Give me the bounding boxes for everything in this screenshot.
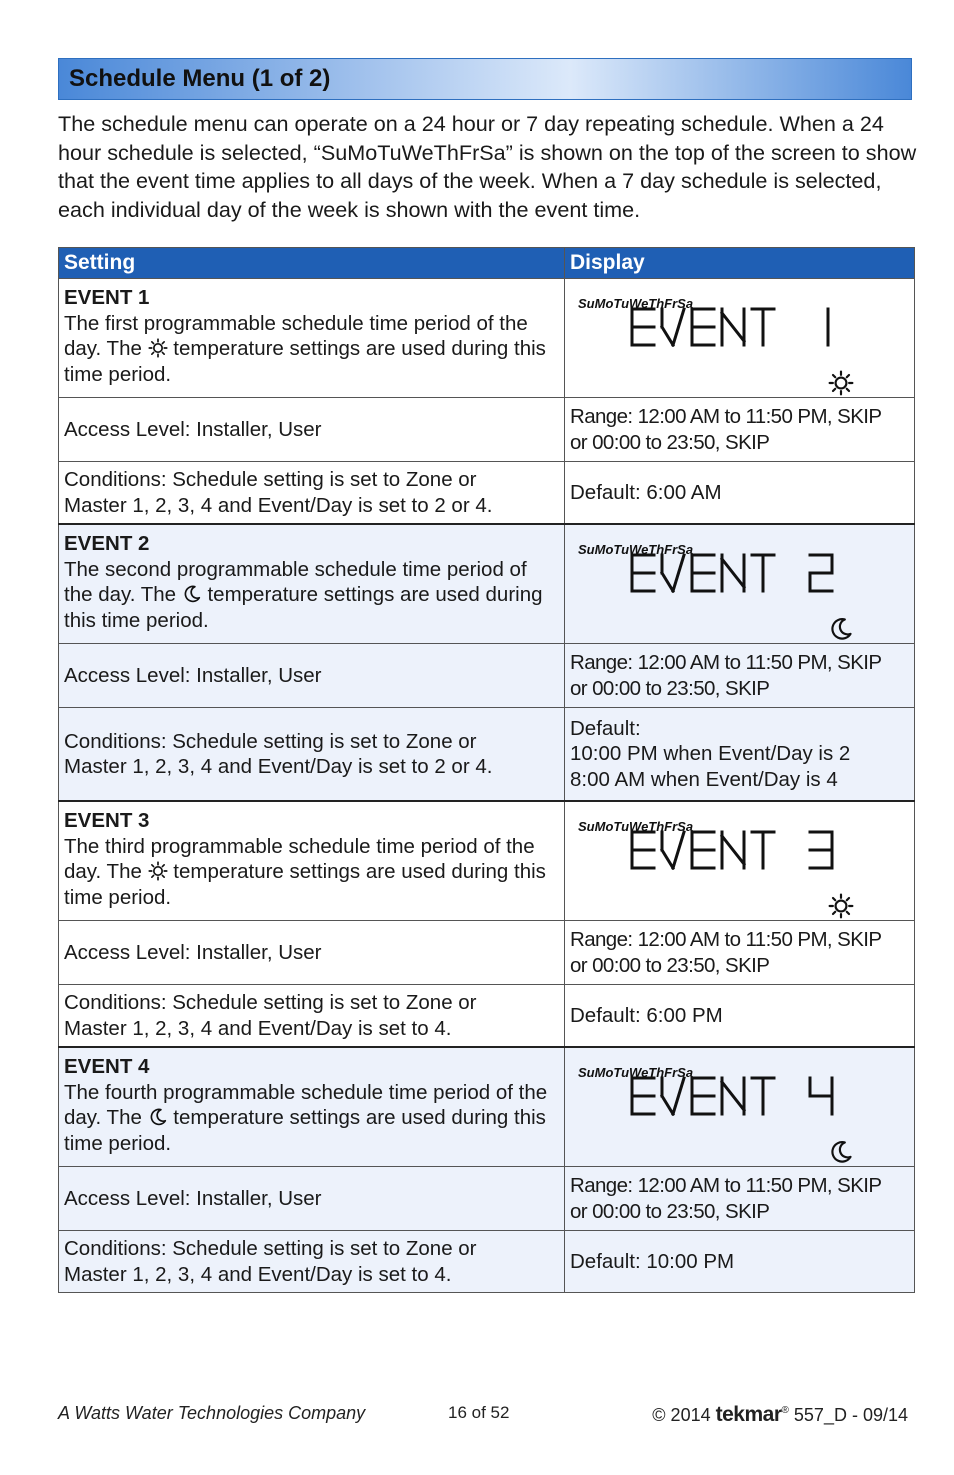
event-setting-cell — [59, 279, 565, 398]
header-display: Display — [565, 248, 915, 279]
lcd-days-label: SuMoTuWeThFrSa — [578, 819, 694, 834]
range-line-1: Range: 12:00 AM to 11:50 PM, SKIP — [570, 1174, 882, 1197]
intro-paragraph: The schedule menu can operate on a 24 hour or 7 day repeating schedule. When a 24 hour schedule is selected, “SuMoTuWeThFrSa” is shown on the top of the screen to show that the event time applies to all days of the week. When a 7 day schedule is selected, each individual day of the week is shown with the event time. — [58, 111, 917, 222]
conditions-cell — [59, 1231, 565, 1293]
default-cell — [565, 708, 915, 802]
event-setting-cell — [59, 1047, 565, 1167]
brand-logo: tekmar — [715, 1403, 782, 1426]
range-line-1: Range: 12:00 AM to 11:50 PM, SKIP — [570, 928, 882, 951]
range-cell — [565, 921, 915, 985]
range-line-2: or 00:00 to 23:50, SKIP — [570, 676, 770, 700]
event-setting-cell — [59, 801, 565, 921]
event-description-pre: The fourth programmable schedule time period of the day. The — [64, 1080, 548, 1129]
access-row — [59, 921, 915, 985]
access-level-cell: Access Level: Installer, User — [59, 644, 565, 708]
event-row — [59, 1047, 915, 1167]
event-title: EVENT 2 — [64, 532, 150, 555]
event-row — [59, 279, 915, 398]
section-banner — [58, 58, 912, 100]
footer-copyright — [652, 1403, 908, 1427]
footer-page-number: 16 of 52 — [448, 1403, 510, 1422]
default-cell — [565, 462, 915, 525]
conditions-cell — [59, 985, 565, 1048]
moon-icon — [148, 1107, 168, 1127]
conditions-line-1: Conditions: Schedule setting is set to Zone or — [64, 729, 477, 753]
conditions-line-2: Master 1, 2, 3, 4 and Event/Day is set to 2 or 4. — [64, 493, 493, 517]
event-row — [59, 801, 915, 921]
range-line-1: Range: 12:00 AM to 11:50 PM, SKIP — [570, 651, 882, 674]
conditions-row — [59, 708, 915, 802]
event-description-pre: The second programmable schedule time period of the day. The — [64, 557, 527, 606]
default-line-2: 10:00 PM when Event/Day is 2 — [570, 742, 851, 766]
lcd-sun-icon — [768, 348, 794, 374]
default-line-1: Default: 10:00 PM — [570, 1249, 735, 1273]
event-display-cell — [565, 801, 915, 921]
event-description-post: temperature settings are used during this time period. — [64, 583, 543, 632]
sun-icon — [148, 338, 168, 358]
event-description-post: temperature settings are used during this time period. — [64, 337, 546, 386]
page-title: Schedule Menu (1 of 2) — [69, 65, 331, 92]
event-title: EVENT 1 — [64, 286, 150, 309]
footer-company: A Watts Water Technologies Company — [58, 1403, 366, 1423]
moon-icon — [182, 584, 202, 604]
event-display-cell — [565, 524, 915, 644]
lcd-display — [570, 1054, 909, 1154]
event-description-post: temperature settings are used during this time period. — [64, 1106, 546, 1155]
range-cell — [565, 398, 915, 462]
lcd-display — [570, 808, 909, 908]
conditions-line-2: Master 1, 2, 3, 4 and Event/Day is set to 4. — [64, 1016, 452, 1040]
conditions-row — [59, 1231, 915, 1293]
header-setting: Setting — [59, 248, 565, 279]
default-line-1: Default: 6:00 AM — [570, 480, 722, 504]
range-line-2: or 00:00 to 23:50, SKIP — [570, 1199, 770, 1223]
doc-number: 557_D - 09/14 — [793, 1405, 908, 1425]
lcd-sun-icon — [768, 871, 794, 897]
access-level-cell: Access Level: Installer, User — [59, 1167, 565, 1231]
default-line-1: Default: — [570, 716, 641, 740]
range-line-2: or 00:00 to 23:50, SKIP — [570, 430, 770, 454]
lcd-days-label: SuMoTuWeThFrSa — [578, 542, 694, 557]
default-cell — [565, 1231, 915, 1293]
event-description-pre: The first programmable schedule time period of the day. The — [64, 311, 528, 360]
access-row — [59, 644, 915, 708]
conditions-cell — [59, 708, 565, 802]
lcd-moon-icon — [768, 1117, 794, 1143]
event-display-cell — [565, 279, 915, 398]
event-setting-cell — [59, 524, 565, 644]
lcd-display — [570, 285, 909, 385]
access-row — [59, 398, 915, 462]
conditions-line-1: Conditions: Schedule setting is set to Zone or — [64, 991, 477, 1014]
range-line-2: or 00:00 to 23:50, SKIP — [570, 953, 770, 977]
conditions-line-2: Master 1, 2, 3, 4 and Event/Day is set to 4. — [64, 1262, 452, 1286]
event-description-pre: The third programmable schedule time period of the day. The — [64, 834, 535, 883]
conditions-line-2: Master 1, 2, 3, 4 and Event/Day is set to 2 or 4. — [64, 755, 493, 778]
range-line-1: Range: 12:00 AM to 11:50 PM, SKIP — [570, 405, 882, 428]
event-row — [59, 524, 915, 644]
access-level-cell: Access Level: Installer, User — [59, 921, 565, 985]
sun-icon — [148, 861, 168, 881]
conditions-cell — [59, 462, 565, 525]
default-cell — [565, 985, 915, 1048]
event-display-cell — [565, 1047, 915, 1167]
access-level-cell: Access Level: Installer, User — [59, 398, 565, 462]
event-title: EVENT 4 — [64, 1055, 150, 1078]
default-line-1: Default: 6:00 PM — [570, 1003, 723, 1027]
schedule-table — [58, 247, 915, 1293]
conditions-row — [59, 985, 915, 1048]
conditions-line-1: Conditions: Schedule setting is set to Zone or — [64, 1237, 477, 1260]
lcd-days-label: SuMoTuWeThFrSa — [578, 296, 694, 311]
lcd-display — [570, 531, 909, 631]
event-title: EVENT 3 — [64, 809, 150, 832]
range-cell — [565, 644, 915, 708]
range-cell — [565, 1167, 915, 1231]
event-description-post: temperature settings are used during this time period. — [64, 860, 546, 909]
registered-mark: ® — [781, 1405, 789, 1416]
lcd-days-label: SuMoTuWeThFrSa — [578, 1065, 694, 1080]
default-line-3: 8:00 AM when Event/Day is 4 — [570, 767, 838, 791]
conditions-line-1: Conditions: Schedule setting is set to Zone or — [64, 468, 477, 491]
conditions-row — [59, 462, 915, 525]
lcd-moon-icon — [768, 594, 794, 620]
copyright-text: © 2014 — [652, 1405, 711, 1425]
access-row — [59, 1167, 915, 1231]
